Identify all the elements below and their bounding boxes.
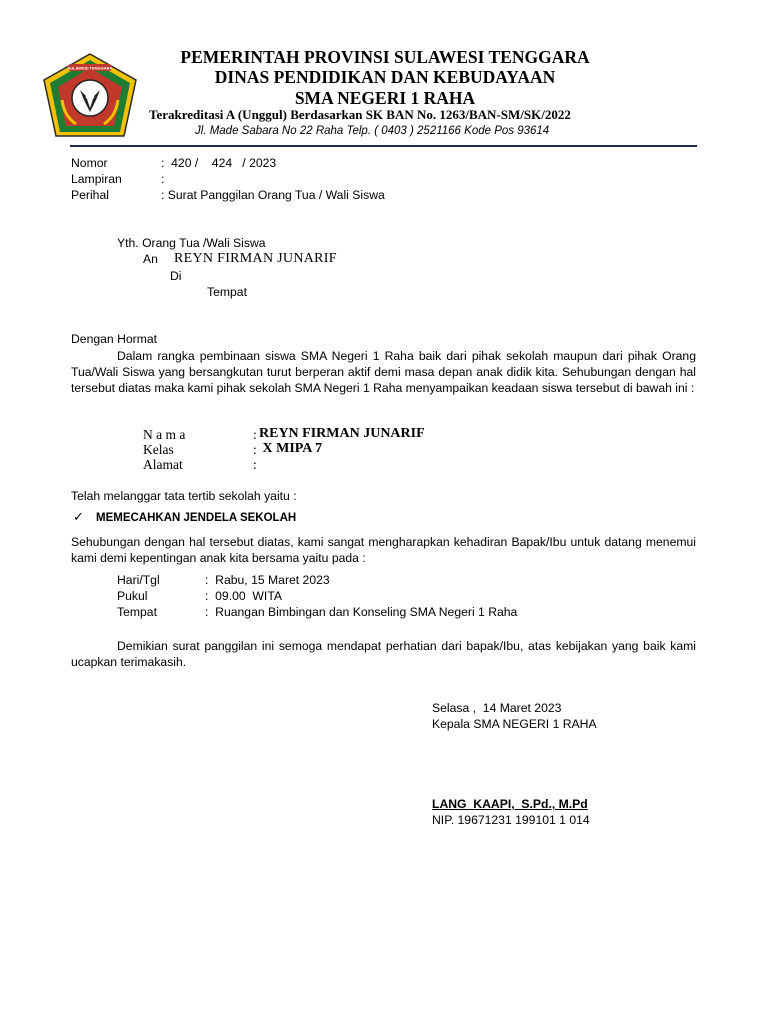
- lampiran-label: Lampiran: [71, 172, 122, 186]
- checkmark-icon: ✓: [73, 510, 84, 525]
- student-class-label: Kelas: [143, 442, 174, 457]
- invitation-paragraph: Sehubungan dengan hal tersebut diatas, kami sangat mengharapkan kehadiran Bapak/Ibu untuk datang menemui kami demi kepentingan anak kita bersama yaitu pada :: [71, 535, 696, 565]
- recipient-line: Yth. Orang Tua /Wali Siswa: [117, 236, 266, 250]
- lampiran-value: :: [161, 172, 165, 186]
- opening-paragraph: Dalam rangka pembinaan siswa SMA Negeri 1 Raha baik dari pihak sekolah maupun dari pihak Orang Tua/Wali Siswa yang bersangkutan turut berperan aktif demi masa depan anak didik kita. Sehubungan dengan hal tersebut diatas maka kami pihak sekolah SMA Negeri 1 Raha menyampaikan keadaan siswa tersebut di bawah ini :: [71, 349, 696, 395]
- time-value: : 09.00 WITA: [205, 589, 282, 603]
- violation-item: MEMECAHKAN JENDELA SEKOLAH: [96, 512, 297, 524]
- perihal-value: : Surat Panggilan Orang Tua / Wali Siswa: [161, 188, 385, 202]
- provincial-logo: [40, 50, 140, 142]
- signature-position: Kepala SMA NEGERI 1 RAHA: [432, 717, 597, 731]
- school-address: Jl. Made Sabara No 22 Raha Telp. ( 0403 ) 2521166 Kode Pos 93614: [195, 125, 550, 137]
- student-name-colon: :: [253, 427, 257, 442]
- nomor-value: : 420 / 424 / 2023: [161, 156, 277, 170]
- place-value: : Ruangan Bimbingan dan Konseling SMA Negeri 1 Raha: [205, 605, 518, 619]
- place-label: Tempat: [117, 605, 157, 619]
- student-address-colon: :: [253, 457, 257, 472]
- perihal-label: Perihal: [71, 188, 109, 202]
- violation-intro: Telah melanggar tata tertib sekolah yaitu :: [71, 489, 297, 503]
- greeting: Dengan Hormat: [71, 332, 158, 346]
- time-label: Pukul: [117, 589, 148, 603]
- recipient-name: REYN FIRMAN JUNARIF: [174, 251, 337, 266]
- recipient-an-label: An: [143, 252, 158, 266]
- recipient-tempat: Tempat: [207, 285, 247, 299]
- nomor-label: Nomor: [71, 156, 108, 170]
- accreditation-rest: Berdasarkan SK BAN No. 1263/BAN-SM/SK/2022: [286, 107, 571, 122]
- date-label: Hari/Tgl: [117, 573, 160, 587]
- student-name-value: REYN FIRMAN JUNARIF: [259, 426, 425, 441]
- student-class-value: X MIPA 7: [259, 441, 323, 456]
- student-address-label: Alamat: [143, 457, 183, 472]
- header-line-2: DINAS PENDIDIKAN DAN KEBUDAYAAN: [214, 67, 556, 87]
- accreditation-bold: Terakreditasi A (Unggul): [149, 107, 287, 122]
- logo-text: SULAWESI TENGGARA: [67, 65, 113, 71]
- date-value: : Rabu, 15 Maret 2023: [205, 573, 330, 587]
- header-line-1: PEMERINTAH PROVINSI SULAWESI TENGGARA: [180, 47, 590, 67]
- signatory-name: LANG KAAPI, S.Pd., M.Pd: [432, 797, 588, 811]
- recipient-di: Di: [170, 269, 182, 283]
- accreditation-line: [149, 107, 571, 123]
- signatory-nip: NIP. 19671231 199101 1 014: [432, 813, 590, 827]
- header-line-3: SMA NEGERI 1 RAHA: [294, 88, 476, 108]
- signature-date: Selasa , 14 Maret 2023: [432, 701, 562, 715]
- student-class-colon: :: [253, 442, 257, 457]
- closing-paragraph: Demikian surat panggilan ini semoga mendapat perhatian dari bapak/Ibu, atas kebijakan yang baik kami ucapkan terimakasih.: [71, 639, 696, 669]
- header-rule: [70, 145, 697, 147]
- student-name-label: N a m a: [143, 427, 186, 442]
